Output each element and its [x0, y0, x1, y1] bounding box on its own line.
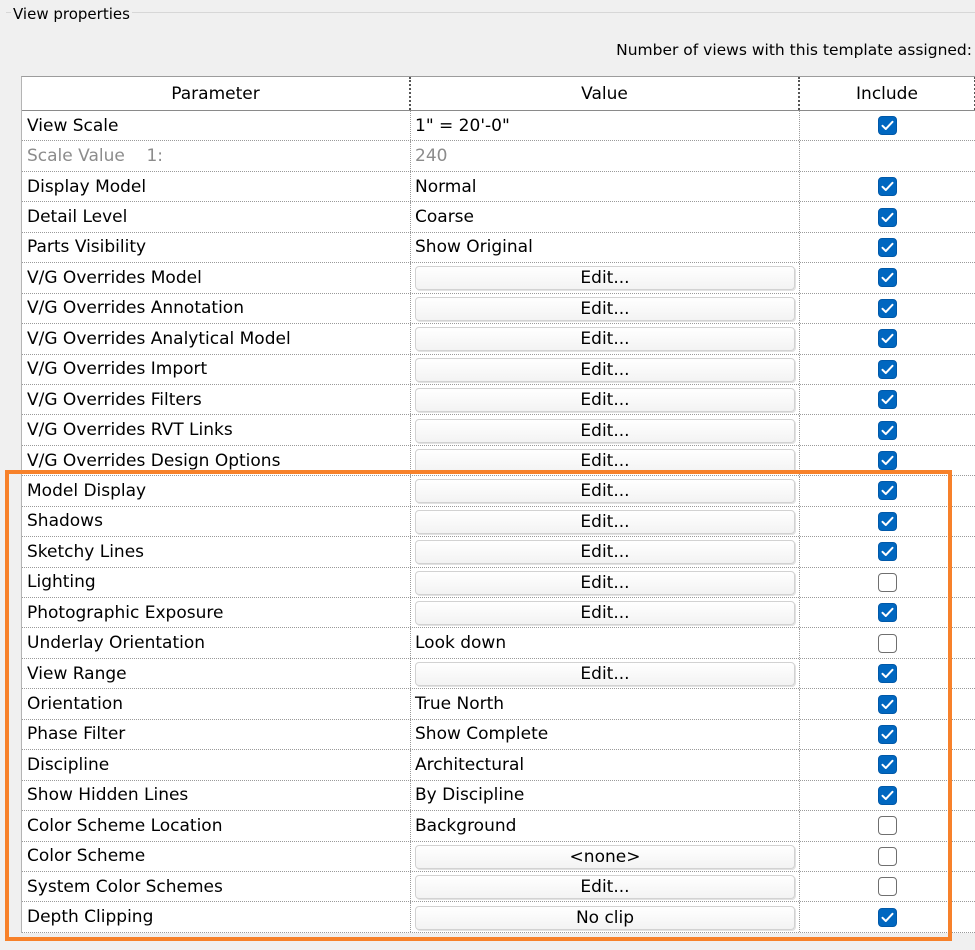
value-text[interactable]: Show Original [411, 233, 800, 262]
grid-header [22, 77, 975, 111]
include-checkbox[interactable] [878, 208, 897, 227]
edit-button[interactable]: Edit... [415, 479, 795, 503]
include-cell [800, 172, 975, 201]
table-row[interactable] [22, 446, 975, 476]
parameter-name: Photographic Exposure [22, 598, 411, 627]
view-properties-grid [21, 76, 975, 933]
include-checkbox[interactable] [878, 847, 897, 866]
include-checkbox[interactable] [878, 238, 897, 257]
table-row[interactable] [22, 233, 975, 263]
table-row[interactable] [22, 720, 975, 750]
table-row[interactable] [22, 750, 975, 780]
table-row[interactable] [22, 811, 975, 841]
edit-button[interactable]: <none> [415, 845, 795, 869]
include-cell [800, 720, 975, 749]
checkmark-icon [881, 546, 894, 557]
parameter-name: Detail Level [22, 202, 411, 231]
parameter-name: Color Scheme [22, 842, 411, 871]
group-box-line [6, 12, 975, 13]
include-checkbox[interactable] [878, 329, 897, 348]
value-cell [411, 507, 800, 536]
checkmark-icon [881, 242, 894, 253]
grid-body [22, 111, 975, 933]
table-row[interactable] [22, 659, 975, 689]
value-text[interactable]: Normal [411, 172, 800, 201]
table-row[interactable] [22, 781, 975, 811]
header-include[interactable]: Include [800, 77, 975, 110]
include-checkbox[interactable] [878, 512, 897, 531]
edit-button[interactable]: Edit... [415, 266, 795, 290]
checkmark-icon [881, 485, 894, 496]
value-cell [411, 415, 800, 444]
edit-button[interactable]: Edit... [415, 419, 795, 443]
checkmark-icon [881, 120, 894, 131]
parameter-name: Parts Visibility [22, 233, 411, 262]
table-row[interactable] [22, 385, 975, 415]
parameter-name: Discipline [22, 750, 411, 779]
edit-button[interactable]: Edit... [415, 875, 795, 899]
include-checkbox[interactable] [878, 908, 897, 927]
value-cell [411, 568, 800, 597]
value-cell [411, 476, 800, 505]
edit-button[interactable]: Edit... [415, 327, 795, 351]
value-cell [411, 902, 800, 931]
include-cell [800, 568, 975, 597]
table-row[interactable] [22, 476, 975, 506]
include-cell [800, 111, 975, 140]
edit-button[interactable]: Edit... [415, 601, 795, 625]
include-checkbox[interactable] [878, 786, 897, 805]
parameter-name: V/G Overrides Filters [22, 385, 411, 414]
value-cell [411, 263, 800, 292]
checkmark-icon [881, 699, 894, 710]
edit-button[interactable]: Edit... [415, 662, 795, 686]
parameter-name: Orientation [22, 689, 411, 718]
checkmark-icon [881, 729, 894, 740]
table-row[interactable] [22, 141, 975, 171]
include-cell [800, 537, 975, 566]
include-checkbox[interactable] [878, 573, 897, 592]
include-checkbox[interactable] [878, 421, 897, 440]
table-row[interactable] [22, 294, 975, 324]
parameter-name: V/G Overrides Annotation [22, 294, 411, 323]
checkmark-icon [881, 912, 894, 923]
table-row[interactable] [22, 415, 975, 445]
include-cell [800, 659, 975, 688]
include-checkbox[interactable] [878, 542, 897, 561]
table-row[interactable] [22, 902, 975, 932]
value-cell [411, 294, 800, 323]
parameter-name: Phase Filter [22, 720, 411, 749]
include-cell [800, 872, 975, 901]
include-checkbox[interactable] [878, 360, 897, 379]
table-row[interactable] [22, 111, 975, 141]
checkmark-icon [881, 303, 894, 314]
edit-button[interactable]: Edit... [415, 358, 795, 382]
value-text[interactable]: 1" = 20'-0" [411, 111, 800, 140]
include-cell [800, 141, 975, 170]
include-checkbox[interactable] [878, 299, 897, 318]
checkmark-icon [881, 212, 894, 223]
table-row[interactable] [22, 568, 975, 598]
checkmark-icon [881, 364, 894, 375]
checkmark-icon [881, 759, 894, 770]
group-title: View properties [13, 5, 130, 23]
table-row[interactable] [22, 324, 975, 354]
value-cell [411, 355, 800, 384]
checkmark-icon [881, 394, 894, 405]
value-text[interactable]: True North [411, 689, 800, 718]
value-text[interactable]: Architectural [411, 750, 800, 779]
views-count-label: Number of views with this template assigned: [616, 41, 972, 59]
parameter-name: V/G Overrides Analytical Model [22, 324, 411, 353]
edit-button[interactable]: Edit... [415, 388, 795, 412]
edit-button[interactable]: Edit... [415, 510, 795, 534]
table-row[interactable] [22, 202, 975, 232]
include-cell [800, 689, 975, 718]
value-cell [411, 324, 800, 353]
checkmark-icon [881, 668, 894, 679]
table-row[interactable] [22, 355, 975, 385]
include-checkbox[interactable] [878, 755, 897, 774]
include-checkbox[interactable] [878, 664, 897, 683]
include-checkbox[interactable] [878, 695, 897, 714]
checkmark-icon [881, 181, 894, 192]
include-cell [800, 781, 975, 810]
parameter-name: Show Hidden Lines [22, 781, 411, 810]
parameter-name: V/G Overrides Import [22, 355, 411, 384]
checkmark-icon [881, 790, 894, 801]
checkmark-icon [881, 607, 894, 618]
include-cell [800, 202, 975, 231]
include-cell [800, 446, 975, 475]
include-cell [800, 628, 975, 657]
include-checkbox[interactable] [878, 725, 897, 744]
include-checkbox[interactable] [878, 603, 897, 622]
header-parameter[interactable]: Parameter [22, 77, 411, 110]
value-text[interactable]: Background [411, 811, 800, 840]
include-cell [800, 355, 975, 384]
header-value[interactable]: Value [411, 77, 800, 110]
parameter-name: Depth Clipping [22, 902, 411, 931]
parameter-name: V/G Overrides Design Options [22, 446, 411, 475]
parameter-name: Color Scheme Location [22, 811, 411, 840]
include-checkbox[interactable] [878, 268, 897, 287]
value-text[interactable]: Coarse [411, 202, 800, 231]
value-text[interactable]: Look down [411, 628, 800, 657]
parameter-name: Shadows [22, 507, 411, 536]
include-checkbox[interactable] [878, 877, 897, 896]
include-checkbox[interactable] [878, 634, 897, 653]
checkmark-icon [881, 455, 894, 466]
table-row[interactable] [22, 263, 975, 293]
parameter-name: V/G Overrides RVT Links [22, 415, 411, 444]
edit-button[interactable]: Edit... [415, 540, 795, 564]
value-cell [411, 446, 800, 475]
checkmark-icon [881, 333, 894, 344]
edit-button[interactable]: Edit... [415, 449, 795, 473]
include-cell [800, 598, 975, 627]
table-row[interactable] [22, 598, 975, 628]
parameter-name: Model Display [22, 476, 411, 505]
include-checkbox[interactable] [878, 116, 897, 135]
parameter-name: System Color Schemes [22, 872, 411, 901]
include-cell [800, 902, 975, 931]
table-row[interactable] [22, 537, 975, 567]
parameter-name: Sketchy Lines [22, 537, 411, 566]
parameter-name: V/G Overrides Model [22, 263, 411, 292]
include-cell [800, 324, 975, 353]
value-cell [411, 842, 800, 871]
include-cell [800, 385, 975, 414]
value-cell [411, 385, 800, 414]
table-row[interactable] [22, 842, 975, 872]
include-cell [800, 507, 975, 536]
parameter-name: Display Model [22, 172, 411, 201]
include-cell [800, 233, 975, 262]
include-checkbox[interactable] [878, 177, 897, 196]
value-text[interactable]: Show Complete [411, 720, 800, 749]
table-row[interactable] [22, 872, 975, 902]
include-checkbox[interactable] [878, 390, 897, 409]
table-row[interactable] [22, 689, 975, 719]
table-row[interactable] [22, 172, 975, 202]
edit-button[interactable]: Edit... [415, 297, 795, 321]
checkmark-icon [881, 516, 894, 527]
include-checkbox[interactable] [878, 816, 897, 835]
include-cell [800, 415, 975, 444]
table-row[interactable] [22, 507, 975, 537]
include-cell [800, 294, 975, 323]
parameter-name: Scale Value 1: [22, 141, 411, 170]
parameter-name: Lighting [22, 568, 411, 597]
include-cell [800, 750, 975, 779]
include-cell [800, 263, 975, 292]
value-cell [411, 872, 800, 901]
table-row[interactable] [22, 628, 975, 658]
parameter-name: View Scale [22, 111, 411, 140]
include-cell [800, 842, 975, 871]
include-checkbox[interactable] [878, 451, 897, 470]
checkmark-icon [881, 425, 894, 436]
include-checkbox[interactable] [878, 481, 897, 500]
value-cell [411, 659, 800, 688]
include-cell [800, 811, 975, 840]
edit-button[interactable]: No clip [415, 906, 795, 930]
checkmark-icon [881, 272, 894, 283]
value-cell [411, 598, 800, 627]
parameter-name: Underlay Orientation [22, 628, 411, 657]
value-text[interactable]: By Discipline [411, 781, 800, 810]
value-text: 240 [411, 141, 800, 170]
value-cell [411, 537, 800, 566]
edit-button[interactable]: Edit... [415, 571, 795, 595]
include-cell [800, 476, 975, 505]
parameter-name: View Range [22, 659, 411, 688]
